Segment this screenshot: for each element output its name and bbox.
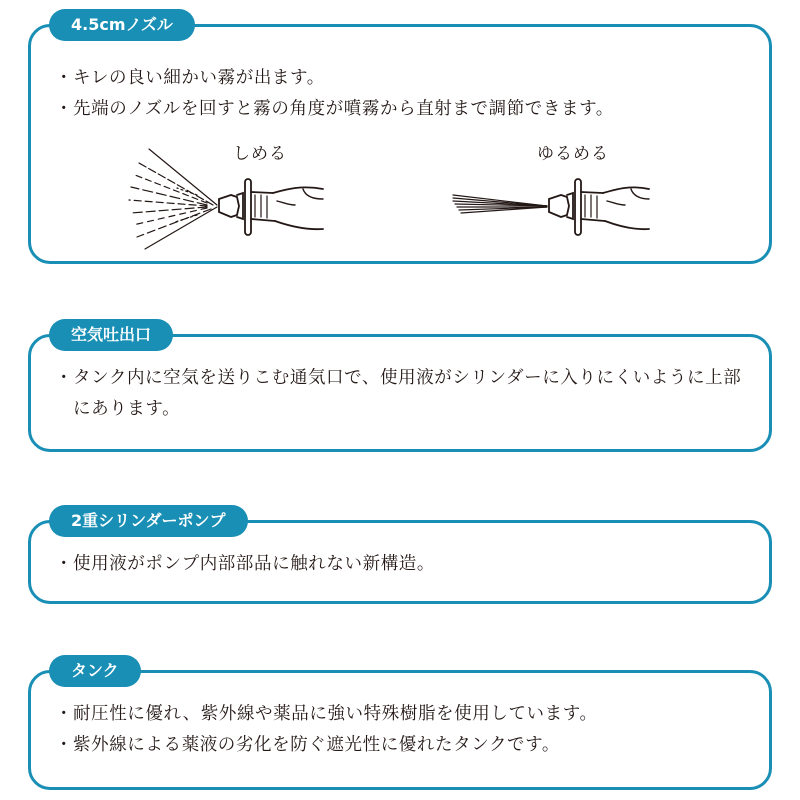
list-item [55, 363, 753, 425]
bullet: ・ [55, 368, 74, 388]
tighten-label: しめる [233, 144, 287, 164]
bullet: ・ [55, 68, 74, 88]
straight-jet-nozzle-icon [451, 145, 651, 255]
list-item [55, 730, 753, 761]
loosen-label: ゆるめる [537, 144, 609, 164]
list-item-text: タンク内に空気を送りこむ通気口で、使用液がシリンダーに入りにくいように上部にあります。 [73, 368, 742, 419]
nozzle-section-title: 4.5cmノズル [49, 9, 195, 41]
nozzle-section-list [55, 63, 753, 125]
list-item [55, 549, 753, 580]
list-item-text: 先端のノズルを回すと霧の角度が噴霧から直射まで調節できます。 [73, 99, 614, 119]
list-item [55, 94, 753, 125]
pump-section [28, 511, 772, 604]
list-item [55, 63, 753, 94]
air-outlet-section-title: 空気吐出口 [49, 319, 173, 351]
tank-section [28, 661, 772, 790]
air-outlet-section-list [55, 363, 753, 425]
list-item-text: 使用液がポンプ内部部品に触れない新構造。 [73, 554, 435, 574]
list-item-text: キレの良い細かい霧が出ます。 [73, 68, 325, 88]
tank-section-list [55, 699, 753, 761]
wide-spray-nozzle-icon [127, 145, 327, 255]
pump-section-list [55, 549, 753, 580]
bullet: ・ [55, 735, 74, 755]
nozzle-section [28, 15, 772, 264]
tank-section-title: タンク [49, 655, 141, 687]
bullet: ・ [55, 99, 74, 119]
pump-section-title: 2重シリンダーポンプ [49, 505, 248, 537]
bullet: ・ [55, 704, 74, 724]
air-outlet-section [28, 325, 772, 452]
bullet: ・ [55, 554, 74, 574]
list-item [55, 699, 753, 730]
list-item-text: 紫外線による薬液の劣化を防ぐ遮光性に優れたタンクです。 [73, 735, 560, 755]
list-item-text: 耐圧性に優れ、紫外線や薬品に強い特殊樹脂を使用しています。 [73, 704, 598, 724]
